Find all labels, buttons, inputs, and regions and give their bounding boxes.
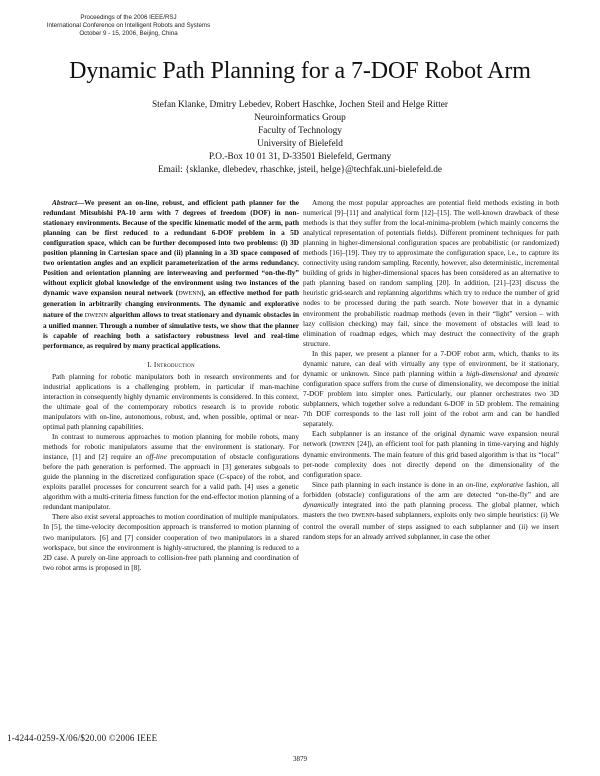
page-number: 3879 <box>293 755 307 763</box>
affiliation-group: Neuroinformatics Group <box>254 113 346 123</box>
affiliation-email: Email: {sklanke, dlebedev, rhaschke, jsteil, helge}@techfak.uni-bielefeld.de <box>157 165 443 175</box>
intro-p2-emphasis: off-line <box>145 453 167 462</box>
abstract-text-b: ), an effective method for path generation in arbitrarily changing environments. The dynamic and explorative nature of the <box>43 289 299 319</box>
left-column <box>43 198 299 573</box>
right-p2-and: and <box>517 369 535 378</box>
right-p2-text-b: configuration space suffers from the curse of dimensionality, we decompose the initial 7-DOF problem into simpler ones. Particularly, our planner orchestrates two 3D subplanners, which together solve a redundant 6-DOF in 5D problem. The remaining 7th DOF corresponds to the last roll joint of the robot arm and can be handled separately. <box>303 379 559 429</box>
paper-title: Dynamic Path Planning for a 7-DOF Robot Arm <box>69 58 531 84</box>
right-paragraph-1: Among the most popular approaches are potential field methods existing in both numerical [9]–[11] and analytical form [12]–[15]. The well-known drawback of these methods is that they suffer from the local-minima-problem (which mainly concerns the analytical representation of potentials fields). Different prominent techniques for path planning in higher-dimensional configuration spaces are probabilistic (or randomized) methods [16]–[19]. They try to approximate the configuration space, i.e., to capture its connectivity using random sampling. Recently, however, also deterministic, incremental building of grids in higher-dimensional spaces has been considered as an alternative to path planning based on random sampling [20]. In addition, [21]–[23] discuss the heuristic grid-search and replanning algorithms which try to reduce the number of grid nodes to be processed during the path search. Note however that in a dynamic environment the probabilistic roadmap methods (even in their “light” version – with lazy collision checking) may fail, since the movement of obstacles will lead to elimination of roadmap edges, which may destruct the connectivity of the graph structure. <box>303 199 559 348</box>
right-paragraph-2 <box>303 349 559 429</box>
abstract-dash: — <box>76 199 85 207</box>
affiliation-address: P.O.-Box 10 01 31, D-33501 Bielefeld, Germany <box>208 152 392 162</box>
right-p2-text-a: In this paper, we present a planner for a 7-DOF robot arm, which, thanks to its dynamic nature, can deal with virtually any type of environment, be it stationary, dynamic or unknown. Since path planning within a <box>303 349 559 378</box>
affiliation-university: University of Bielefeld <box>257 139 343 149</box>
intro-p2-text-a: In contrast to numerous approaches to motion planning for mobile robots, many methods for robotic manipulators assume that the environment is stationary. For instance, [1] and [2] require an <box>43 433 299 462</box>
right-p2-emphasis-2: dynamic <box>534 369 560 378</box>
right-p3-text-b: [24]), an efficient tool for path planning in time-varying and highly dynamic environments. The main feature of this grid based algorithm is that its “local” per-node complexity does not directly depend on the dimensionality of the configuration space. <box>303 440 559 480</box>
right-p4-text-d: -based subplanners, exploits only two simple heuristics: (i) We control the overall number of steps assigned to each subplanner and (ii) we insert random steps for an already arrived subplanner, in case the other <box>303 511 559 541</box>
intro-p2-cspace: C <box>219 473 225 482</box>
right-p4-emphasis-2: dynamically <box>303 501 339 510</box>
dwenn-term: DWENN <box>351 512 375 520</box>
right-p2-emphasis-1: high-dimensional <box>466 369 518 378</box>
conference-line-1: Proceedings of the 2006 IEEE/RSJ <box>80 14 177 21</box>
right-p4-text-a: Since path planning in each instance is done in an <box>312 481 466 490</box>
isbn-copyright: 1-4244-0259-X/06/$20.00 ©2006 IEEE <box>7 733 158 743</box>
abstract-text-a: We present an on-line, robust, and efficient path planner for the redundant Mitsubishi PA-10 arm with 7 degrees of freedom (DOF) in non-stationary environments. Because of the specific kinematic model of the arm, path planning can be first reduced to a redundant 6-DOF problem in a 5D configuration space, which can be further decomposed into two problems: (i) 3D position planning in Cartesian space and (ii) planning in a 3D space composed of two orientation angles and an explicit parameterization of the arms redundancy. Position and orientation planning are interweaving and performed “on-the-fly” without explicit global knowledge of the environment using two instances of the dynamic wave expansion neural network ( <box>43 199 299 298</box>
abstract-label: Abstract <box>52 199 77 207</box>
abstract-text-c: algorithm allows to treat stationary and dynamic obstacles in a unified manner. Through a number of simulative tests, we show that the planner is capable of reaching both a satisfactory robustness level and real-time performance, as required by many practical applications. <box>43 310 299 350</box>
right-p4-text-b: fashion, all forbidden (obstacle) configurations of the arm are detected “on-the-fly” and are <box>303 481 559 500</box>
intro-p2-text-c: -space) of the robot, and exploits parallel processes for concurrent search for a valid path. [4] uses a genetic algorithm with a multi-criteria fitness function for the end-effector motion planning of a redundant manipulator. <box>43 473 299 512</box>
intro-p2-text-b: precomputation of obstacle configurations before the path generation is performed. The approach in [3] generates subgoals to guide the planning in the discretized configuration space ( <box>43 453 299 482</box>
right-paragraph-4 <box>303 480 559 541</box>
right-p3-text-a: Each subplanner is an instance of the original dynamic wave expansion neural network ( <box>303 430 559 449</box>
author-list: Stefan Klanke, Dmitry Lebedev, Robert Haschke, Jochen Steil and Helge Ritter <box>151 100 449 110</box>
section-heading-introduction: I. Introduction <box>147 360 195 369</box>
right-p4-emphasis-1: on-line, explorative <box>465 481 524 490</box>
right-paragraph-3 <box>303 429 559 480</box>
right-column <box>303 198 559 542</box>
intro-paragraph-2 <box>43 432 299 512</box>
dwenn-term: DWENN <box>178 290 202 298</box>
conference-line-2: International Conference on Intelligent Robots and Systems <box>46 22 211 29</box>
abstract-paragraph <box>43 198 299 351</box>
affiliation-faculty: Faculty of Technology <box>258 126 342 136</box>
right-p4-text-c: integrated into the path planning process. The global planner, which masters the two <box>303 501 559 520</box>
intro-paragraph-3: There also exist several approaches to motion coordination of multiple manipulators. In [5], the time-velocity decomposition approach is transferred to motion planning of two manipulators. [6] and [7] consider cooperation of two manipulators in a shared workspace, but since the environment is highly-structured, the planning is reduced to a 2D case. A purely on-line approach to collision-free path planning and coordination of two robot arms is proposed in [8]. <box>43 513 299 572</box>
conference-line-3: October 9 - 15, 2006, Beijing, China <box>79 30 178 37</box>
intro-paragraph-1: Path planning for robotic manipulators both in research environments and for industrial applications is a challenging problem, in particular if man-machine interaction in consequently highly dynamic environments is considered. In this context, the ultimate goal of the contemporary robotics research is to provide robotic manipulators with on-line, autonomous, robust, and, when possible, optimal or near-optimal path planning capabilities. <box>43 372 299 431</box>
dwenn-term: DWENN <box>84 311 108 319</box>
dwenn-term: DWENN <box>331 441 355 449</box>
